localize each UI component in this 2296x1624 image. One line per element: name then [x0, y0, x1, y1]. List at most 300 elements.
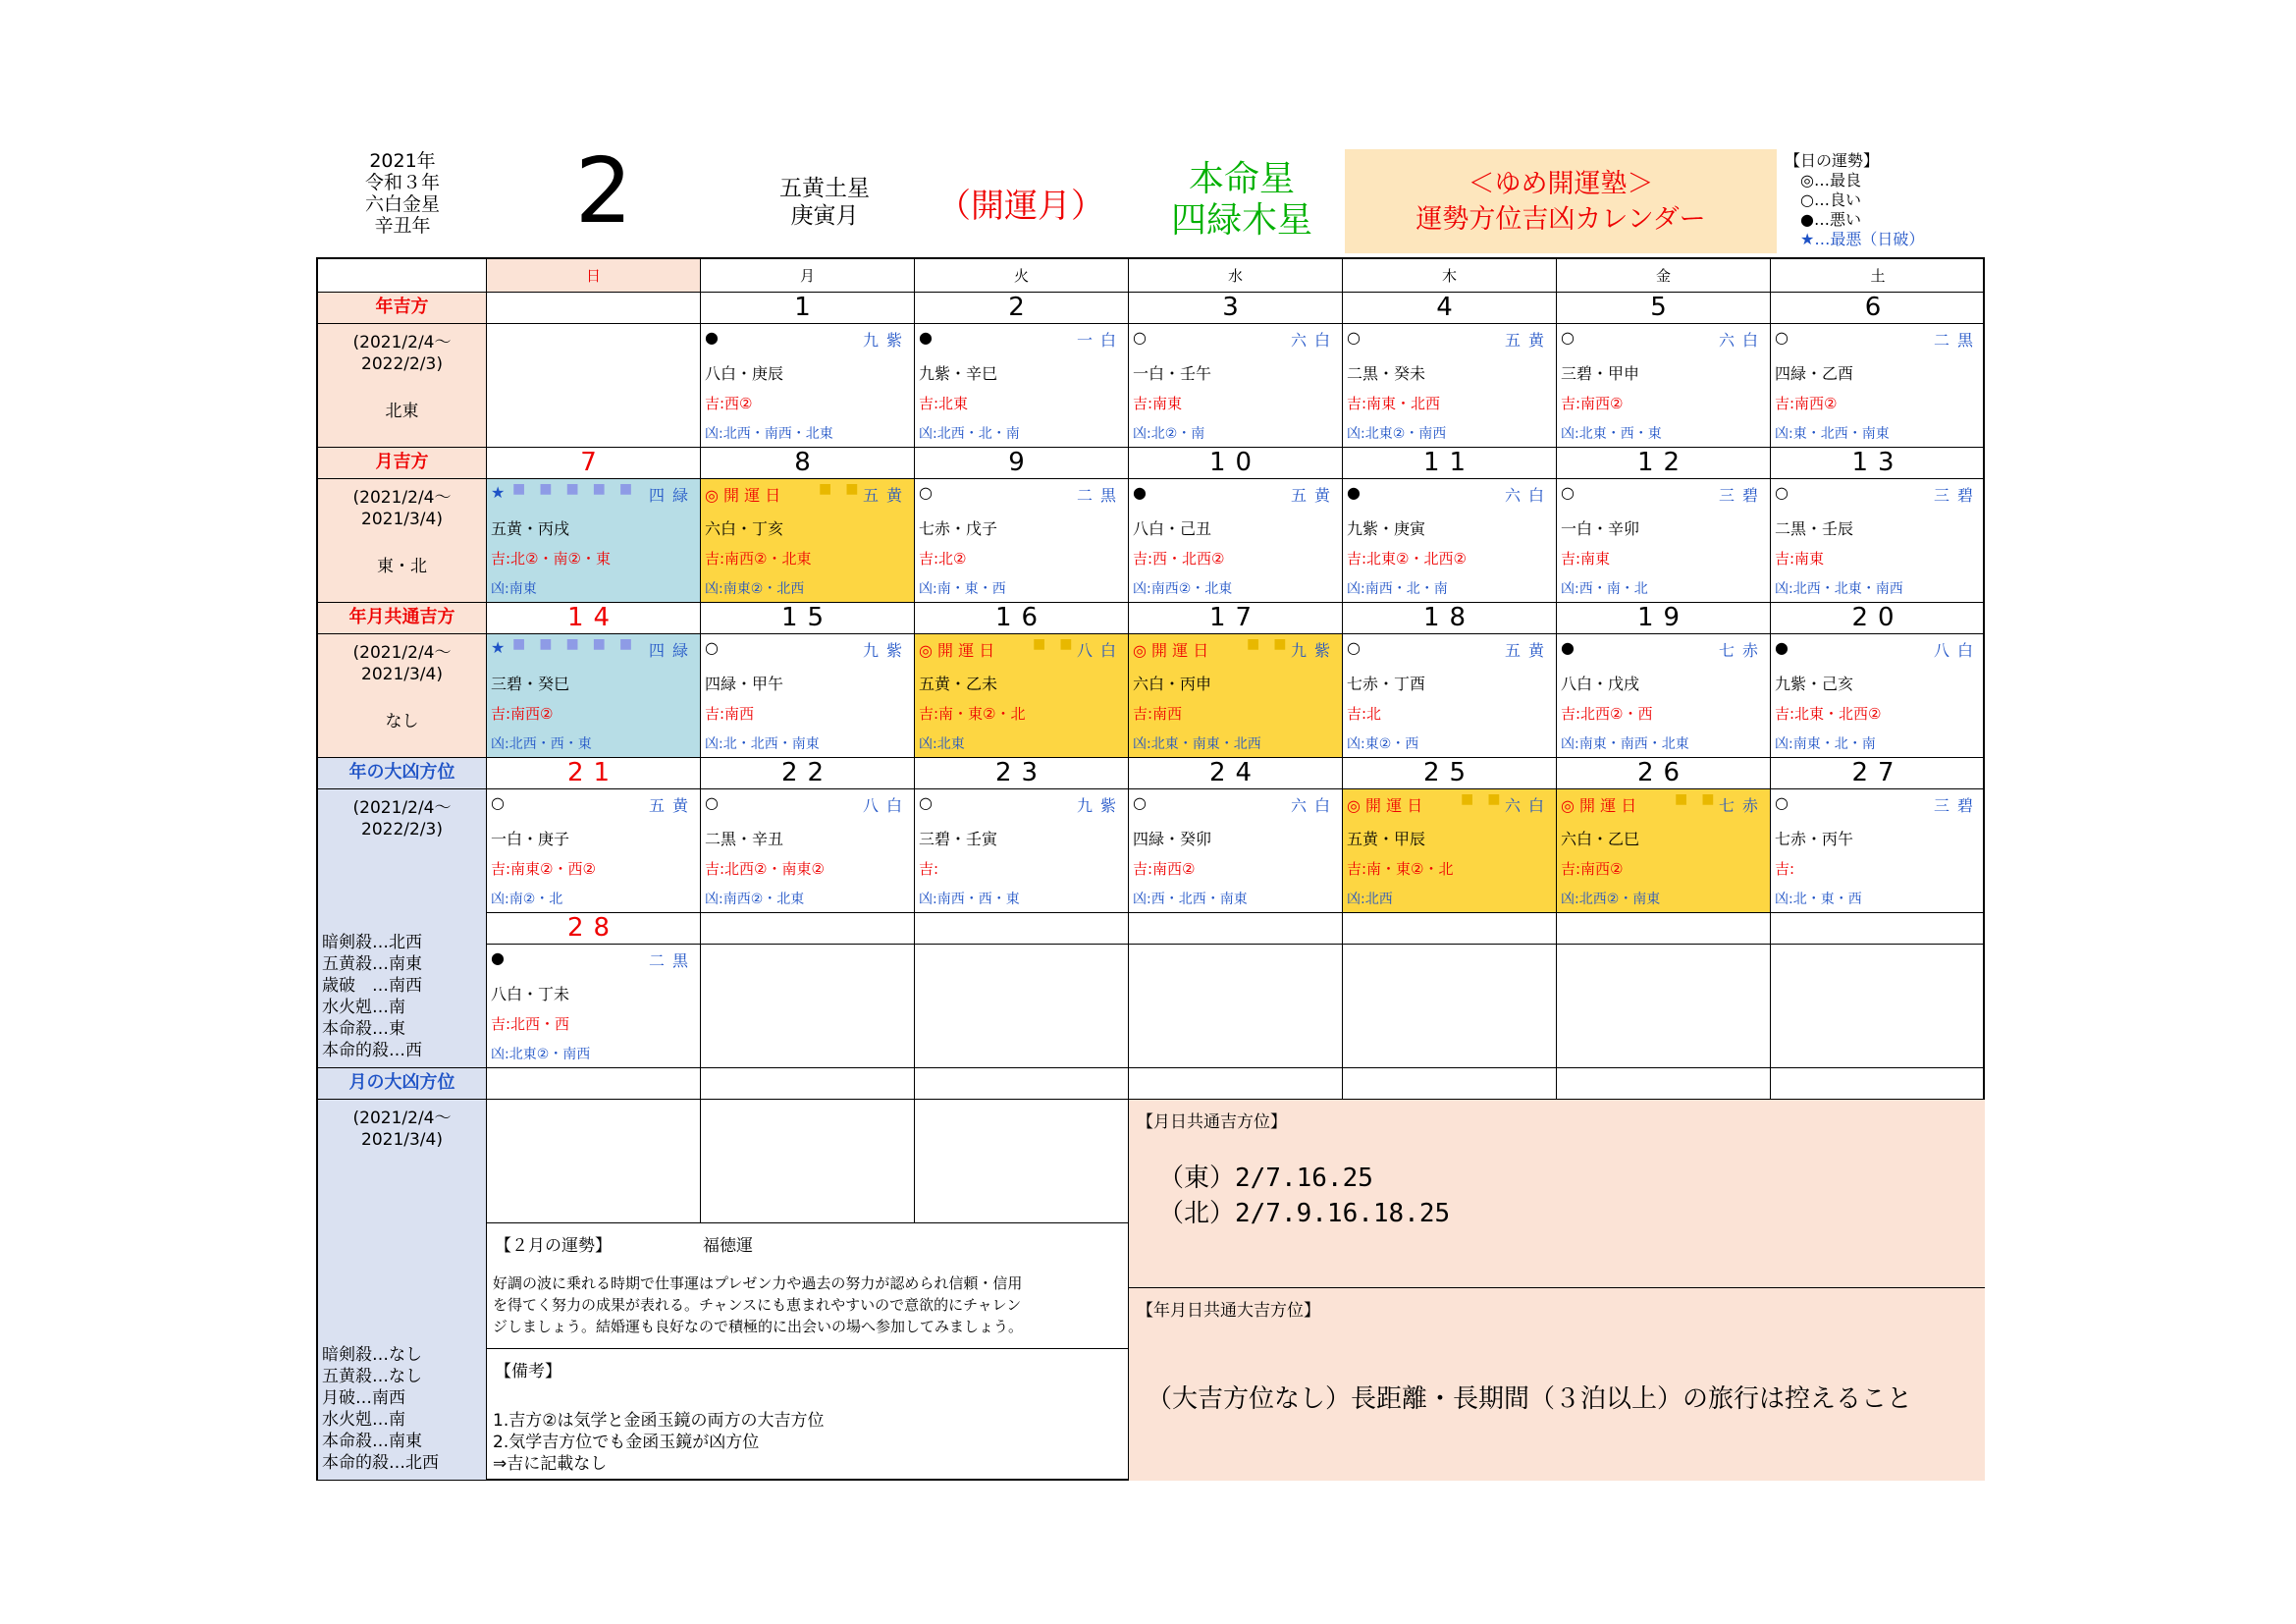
bad-direction-item: 五黄殺…なし [322, 1367, 422, 1386]
good-direction: 吉:北東②・北西② [1347, 550, 1467, 568]
box-title: 【２月の運勢】 [495, 1236, 612, 1256]
day-number: 28 [487, 913, 701, 945]
day-star: 八白 [862, 796, 910, 815]
day-fortune-mark: ○ [705, 793, 719, 812]
bad-direction: 凶:北・東・西 [1775, 892, 1862, 907]
direction: 北東 [385, 402, 419, 421]
day-cell[interactable] [1343, 479, 1557, 603]
year-info [324, 150, 481, 237]
day-fortune-mark: ○ [1775, 793, 1789, 812]
day-number: 26 [1557, 758, 1771, 789]
year-good-title: 年吉方 [318, 293, 487, 324]
lucky-month-label: （開運月） [937, 187, 1104, 226]
year-bad-body [318, 789, 487, 1068]
good-direction: 吉:南西 [1133, 705, 1183, 723]
good-direction: 吉:北東 [919, 395, 969, 412]
common-date-line: （北）2/7.9.16.18.25 [1158, 1199, 1451, 1228]
month-star-line: 五黄土星 [779, 176, 870, 201]
bad-direction: 凶:北・北西・南東 [705, 736, 820, 752]
day-kanshi: 四緑・甲午 [705, 675, 784, 693]
bad-direction-list [322, 1344, 439, 1474]
day-fortune-mark: ○ [1133, 328, 1147, 347]
day-number: 3 [1129, 293, 1343, 324]
day-star: 二黒 [648, 951, 696, 970]
bad-direction: 凶:南西②・北東 [1133, 581, 1233, 597]
common-good-title: 年月共通吉方 [318, 603, 487, 634]
day-cell[interactable] [915, 479, 1129, 603]
day-star: 七赤 [1718, 796, 1766, 815]
period-line: (2021/2/4～ [352, 488, 452, 508]
day-fortune-mark: ○ [1775, 483, 1789, 502]
day-cell [1129, 945, 1343, 1068]
day-fortune-mark: ○ [1347, 638, 1361, 657]
day-fortune-mark: ○ [1775, 328, 1789, 347]
fortune-line: 好調の波に乗れる時期で仕事運はプレゼン力や過去の努力が認められ信頼・信用 [493, 1274, 1023, 1292]
day-cell[interactable] [1771, 634, 1985, 758]
good-direction: 吉:南西②・北東 [705, 550, 812, 568]
day-star: 六白 [1290, 331, 1338, 350]
note-line: 1.吉方②は気学と金函玉鏡の両方の大吉方位 [493, 1411, 825, 1431]
bad-direction: 凶:南東②・北西 [705, 581, 805, 597]
empty-day-number [1129, 1068, 1343, 1100]
empty-day-number [1557, 1068, 1771, 1100]
year-line: 六白金星 [364, 193, 440, 215]
bad-direction-item: 水火剋…南 [322, 998, 405, 1017]
day-cell[interactable] [487, 634, 701, 758]
period [318, 479, 486, 530]
decorative-squares: ■■ [1675, 791, 1729, 807]
day-kanshi: 四緑・癸卯 [1133, 830, 1212, 848]
day-kanshi: 六白・乙巳 [1561, 830, 1640, 848]
day-number: 12 [1557, 448, 1771, 479]
weekday-header: 木 [1343, 259, 1557, 293]
direction: 東・北 [377, 557, 427, 576]
day-star: 九紫 [1290, 641, 1338, 660]
day-cell[interactable] [1129, 479, 1343, 603]
day-star: 六白 [1504, 796, 1552, 815]
empty-day-cell [915, 1100, 1129, 1223]
empty-day-number [1771, 1068, 1985, 1100]
header-corner [318, 259, 487, 293]
period-line: (2021/2/4～ [352, 798, 452, 818]
day-star: 二黒 [1076, 486, 1124, 505]
day-cell [701, 945, 915, 1068]
day-fortune-mark: ○ [1561, 328, 1575, 347]
day-cell[interactable] [1343, 789, 1557, 913]
day-number [1129, 913, 1343, 945]
weekday-header: 水 [1129, 259, 1343, 293]
day-cell[interactable] [701, 479, 915, 603]
bad-direction: 凶:北西・北東・南西 [1775, 581, 1903, 597]
day-star: 九紫 [1076, 796, 1124, 815]
year-line: 2021年 [369, 150, 436, 172]
period-line: 2022/2/3) [361, 354, 443, 374]
day-cell[interactable] [487, 945, 701, 1068]
bad-direction: 凶:南西②・北東 [705, 892, 805, 907]
day-number: 5 [1557, 293, 1771, 324]
common-good-body [318, 634, 487, 758]
day-cell[interactable] [915, 789, 1129, 913]
honmei-star [1139, 159, 1345, 242]
empty-day-number [1343, 1068, 1557, 1100]
day-number: 10 [1129, 448, 1343, 479]
day-cell[interactable] [487, 789, 701, 913]
day-star: 八白 [1076, 641, 1124, 660]
decorative-squares: ■■ [1247, 636, 1301, 652]
bad-direction: 凶:北東②・南西 [1347, 426, 1447, 442]
good-direction: 吉:北西・西 [491, 1015, 570, 1033]
day-kanshi: 六白・丁亥 [705, 519, 784, 538]
day-number: 19 [1557, 603, 1771, 634]
day-cell[interactable] [915, 324, 1129, 448]
day-fortune-mark: ● [1561, 638, 1575, 657]
day-kanshi: 一白・壬午 [1133, 364, 1212, 383]
bad-direction-item: 五黄殺…南東 [322, 954, 422, 974]
day-number: 1 [701, 293, 915, 324]
month-good-body [318, 479, 487, 603]
day-cell[interactable] [1557, 634, 1771, 758]
calendar-grid [316, 257, 1985, 1481]
good-direction: 吉:北② [919, 550, 967, 568]
empty-day-cell [487, 1100, 701, 1223]
day-number [487, 293, 701, 324]
month-bad-title: 月の大凶方位 [318, 1068, 487, 1100]
day-cell [487, 324, 701, 448]
weekday-header: 金 [1557, 259, 1771, 293]
day-kanshi: 二黒・癸未 [1347, 364, 1426, 383]
day-number: 4 [1343, 293, 1557, 324]
decorative-squares: ■■ [1033, 636, 1087, 652]
day-star: 四緑 [648, 641, 696, 660]
day-number: 16 [915, 603, 1129, 634]
day-star: 五黄 [862, 486, 910, 505]
bad-direction-item: 本命殺…東 [322, 1019, 405, 1039]
day-cell[interactable] [1343, 634, 1557, 758]
month-good-title: 月吉方 [318, 448, 487, 479]
day-cell[interactable] [1557, 789, 1771, 913]
day-kanshi: 一白・庚子 [491, 830, 570, 848]
empty-day-number [487, 1068, 701, 1100]
common-ymd-box [1129, 1288, 1985, 1481]
day-cell[interactable] [1771, 789, 1985, 913]
day-cell[interactable] [1129, 789, 1343, 913]
bad-direction: 凶:東②・西 [1347, 736, 1419, 752]
month-star [726, 175, 923, 230]
good-direction: 吉:南西② [1561, 395, 1624, 412]
bad-direction: 凶:南・東・西 [919, 581, 1006, 597]
day-number [915, 913, 1129, 945]
weekday-header: 日 [487, 259, 701, 293]
day-cell[interactable] [701, 789, 915, 913]
fortune-line: を得てく努力の成果が表れる。チャンスにも恵まれやすいので意欲的にチャレン [493, 1296, 1022, 1314]
period-line: 2021/3/4) [361, 510, 443, 529]
day-number: 22 [701, 758, 915, 789]
period-line: (2021/2/4～ [352, 333, 452, 352]
day-cell[interactable] [701, 634, 915, 758]
legend-item: ◎…最良 [1800, 171, 1861, 189]
bad-direction: 凶:北西・北・南 [919, 426, 1020, 442]
common-dates [1158, 1161, 1450, 1231]
year-good-body [318, 324, 487, 448]
good-direction: 吉:南東・北西 [1347, 395, 1441, 412]
bad-direction-list [322, 932, 422, 1061]
day-kanshi: 二黒・壬辰 [1775, 519, 1854, 538]
empty-day-cell [701, 1100, 915, 1223]
day-kanshi: 八白・庚辰 [705, 364, 784, 383]
bad-direction: 凶:南東・南西・北東 [1561, 736, 1689, 752]
box-title: 【月日共通吉方位】 [1137, 1112, 1287, 1132]
empty-day-number [915, 1068, 1129, 1100]
day-number: 9 [915, 448, 1129, 479]
good-direction: 吉:南西② [491, 705, 554, 723]
day-number: 25 [1343, 758, 1557, 789]
day-star: 六白 [1718, 331, 1766, 350]
day-kanshi: 九紫・辛巳 [919, 364, 998, 383]
day-cell [1771, 945, 1985, 1068]
day-number: 7 [487, 448, 701, 479]
legend [1785, 151, 1981, 249]
day-number: 13 [1771, 448, 1985, 479]
day-number: 14 [487, 603, 701, 634]
day-kanshi: 七赤・丁酉 [1347, 675, 1426, 693]
good-direction: 吉:北②・南②・東 [491, 550, 611, 568]
day-fortune-mark: ◎ 開 運 日 [1347, 796, 1423, 815]
month-star-line: 庚寅月 [790, 203, 859, 229]
legend-item: ○…良い [1800, 190, 1861, 209]
notes-box [487, 1349, 1129, 1481]
bad-direction-item: 暗剣殺…なし [322, 1345, 422, 1365]
fortune-text [493, 1272, 1023, 1337]
day-fortune-mark: ● [491, 948, 505, 967]
day-number: 17 [1129, 603, 1343, 634]
common-date-line: （東）2/7.16.25 [1158, 1164, 1373, 1193]
year-bad-title: 年の大凶方位 [318, 758, 487, 789]
day-kanshi: 四緑・乙酉 [1775, 364, 1854, 383]
bad-direction: 凶:北西・南西・北東 [705, 426, 833, 442]
day-kanshi: 二黒・辛丑 [705, 830, 784, 848]
bad-direction: 凶:南②・北 [491, 892, 563, 907]
day-star: 四緑 [648, 486, 696, 505]
day-fortune-mark: ○ [705, 638, 719, 657]
good-direction: 吉:南・東②・北 [919, 705, 1026, 723]
box-title: 【年月日共通大吉方位】 [1137, 1301, 1320, 1321]
good-direction: 吉:南東 [1133, 395, 1183, 412]
day-kanshi: 五黄・甲辰 [1347, 830, 1426, 848]
day-star: 九紫 [862, 331, 910, 350]
day-number: 18 [1343, 603, 1557, 634]
decorative-squares: ■■ [1461, 791, 1515, 807]
day-star: 三碧 [1933, 486, 1981, 505]
day-fortune-mark: ★ [491, 483, 506, 502]
day-number [1771, 913, 1985, 945]
day-fortune-mark: ★ [491, 638, 506, 657]
good-direction: 吉:北東・北西② [1775, 705, 1882, 723]
day-star: 九紫 [862, 641, 910, 660]
note-line: ⇒吉に記載なし [493, 1454, 608, 1474]
empty-day-number [701, 1068, 915, 1100]
bad-direction: 凶:北東 [919, 736, 965, 752]
period [318, 634, 486, 685]
day-fortune-mark: ○ [919, 793, 933, 812]
good-direction: 吉:南東 [1775, 550, 1825, 568]
period [318, 789, 486, 840]
note-line: 2.気学吉方位でも金函玉鏡が凶方位 [493, 1433, 760, 1452]
day-fortune-mark: ○ [1347, 328, 1361, 347]
day-fortune-mark: ○ [1561, 483, 1575, 502]
day-fortune-mark: ● [1347, 483, 1361, 502]
day-cell [915, 945, 1129, 1068]
day-number [1557, 913, 1771, 945]
good-direction: 吉:南西 [705, 705, 755, 723]
day-cell[interactable] [1771, 479, 1985, 603]
day-cell[interactable] [487, 479, 701, 603]
day-number [1343, 913, 1557, 945]
honmei-line: 四緑木星 [1170, 200, 1312, 241]
day-star: 五黄 [1504, 331, 1552, 350]
day-fortune-mark: ◎ 開 運 日 [705, 486, 781, 505]
day-number: 27 [1771, 758, 1985, 789]
day-kanshi: 六白・丙申 [1133, 675, 1212, 693]
day-cell[interactable] [1129, 324, 1343, 448]
bad-direction: 凶:南西・北・南 [1347, 581, 1448, 597]
day-kanshi: 七赤・戊子 [919, 519, 998, 538]
good-direction: 吉: [919, 860, 939, 878]
good-direction: 吉:北西②・西 [1561, 705, 1653, 723]
period [318, 324, 486, 375]
day-star: 三碧 [1933, 796, 1981, 815]
good-direction: 吉:南・東②・北 [1347, 860, 1454, 878]
bad-direction-item: 水火剋…南 [322, 1410, 405, 1430]
day-cell[interactable] [1343, 324, 1557, 448]
month-fortune-box [487, 1223, 1129, 1349]
day-number: 2 [915, 293, 1129, 324]
day-number: 24 [1129, 758, 1343, 789]
day-number: 21 [487, 758, 701, 789]
day-fortune-mark: ● [1775, 638, 1789, 657]
bad-direction: 凶:東・北西・南東 [1775, 426, 1890, 442]
good-direction: 吉:北西②・南東② [705, 860, 825, 878]
notes-list [493, 1410, 824, 1475]
bad-direction-item: 月破…南西 [322, 1388, 405, 1408]
bad-direction: 凶:西・南・北 [1561, 581, 1648, 597]
legend-title: 【日の運勢】 [1785, 151, 1880, 170]
day-star: 六白 [1504, 486, 1552, 505]
day-number: 15 [701, 603, 915, 634]
day-star: 八白 [1933, 641, 1981, 660]
good-direction: 吉:南西② [1775, 395, 1838, 412]
day-cell[interactable] [915, 634, 1129, 758]
day-star: 六白 [1290, 796, 1338, 815]
day-kanshi: 三碧・壬寅 [919, 830, 998, 848]
decorative-squares: ■■ [819, 481, 873, 497]
good-direction: 吉:南東 [1561, 550, 1611, 568]
day-fortune-mark: ○ [919, 483, 933, 502]
day-fortune-mark: ○ [491, 793, 505, 812]
good-direction: 吉:南西② [1133, 860, 1196, 878]
honmei-line: 本命星 [1188, 159, 1295, 199]
day-fortune-mark: ○ [1133, 793, 1147, 812]
day-kanshi: 三碧・癸巳 [491, 675, 570, 693]
good-direction: 吉:南西② [1561, 860, 1624, 878]
direction: なし [385, 712, 419, 731]
month-number: 2 [574, 138, 633, 244]
weekday-header: 月 [701, 259, 915, 293]
bad-direction: 凶:南西・西・東 [919, 892, 1020, 907]
decorative-squares: ■■■■■ [512, 481, 647, 497]
day-cell[interactable] [1557, 479, 1771, 603]
day-cell[interactable] [701, 324, 915, 448]
day-cell[interactable] [1771, 324, 1985, 448]
bad-direction: 凶:北②・南 [1133, 426, 1205, 442]
good-direction: 吉:西② [705, 395, 753, 412]
day-kanshi: 七赤・丙午 [1775, 830, 1854, 848]
bad-direction-item: 歳破 …南西 [322, 976, 422, 996]
day-star: 七赤 [1718, 641, 1766, 660]
banner-line: ＜ゆめ開運塾＞ [1468, 169, 1654, 199]
day-kanshi: 九紫・庚寅 [1347, 519, 1426, 538]
day-cell [1343, 945, 1557, 1068]
good-direction: 吉:北 [1347, 705, 1382, 723]
day-number: 6 [1771, 293, 1985, 324]
bad-direction: 凶:西・北西・南東 [1133, 892, 1248, 907]
weekday-header: 火 [915, 259, 1129, 293]
day-kanshi: 九紫・己亥 [1775, 675, 1854, 693]
legend-item: ●…悪い [1800, 210, 1861, 229]
title-banner [1345, 149, 1777, 253]
bad-direction: 凶:北東・南東・北西 [1133, 736, 1261, 752]
day-number: 8 [701, 448, 915, 479]
day-fortune-mark: ● [919, 328, 933, 347]
day-kanshi: 一白・辛卯 [1561, 519, 1640, 538]
day-cell[interactable] [1557, 324, 1771, 448]
period-line: (2021/2/4～ [352, 1109, 452, 1128]
fortune-line: ジしましょう。結婚運も良好なので積極的に出会いの場へ参加してみましょう。 [493, 1318, 1024, 1335]
day-fortune-mark: ◎ 開 運 日 [1561, 796, 1637, 815]
good-direction: 吉:西・北西② [1133, 550, 1225, 568]
bad-direction: 凶:北東・西・東 [1561, 426, 1662, 442]
fortune-name: 福徳運 [703, 1236, 753, 1256]
year-line: 辛丑年 [374, 215, 431, 237]
day-star: 五黄 [1504, 641, 1552, 660]
bad-direction: 凶:南東 [491, 581, 537, 597]
bad-direction: 凶:北西 [1347, 892, 1393, 907]
year-line: 令和３年 [364, 172, 440, 193]
bad-direction-item: 本命的殺…西 [322, 1041, 422, 1060]
box-title: 【備考】 [495, 1362, 561, 1381]
period-line: 2021/3/4) [361, 1130, 443, 1150]
banner-line: 運勢方位吉凶カレンダー [1415, 204, 1706, 235]
day-fortune-mark: ● [1133, 483, 1147, 502]
period [318, 1100, 486, 1151]
legend-item-worst: ★…最悪（日破） [1800, 230, 1925, 248]
day-kanshi: 五黄・丙戌 [491, 519, 570, 538]
weekday-header: 土 [1771, 259, 1985, 293]
bad-direction-item: 暗剣殺…北西 [322, 933, 422, 952]
common-month-day-box [1129, 1100, 1985, 1288]
day-kanshi: 三碧・甲申 [1561, 364, 1640, 383]
day-kanshi: 八白・丁未 [491, 985, 570, 1003]
common-ymd-text: （大吉方位なし）長距離・長期間（３泊以上）の旅行は控えること [1147, 1384, 1913, 1414]
day-star: 五黄 [648, 796, 696, 815]
day-kanshi: 八白・戊戌 [1561, 675, 1640, 693]
bad-direction: 凶:北西②・南東 [1561, 892, 1661, 907]
good-direction: 吉:南東②・西② [491, 860, 596, 878]
day-star: 五黄 [1290, 486, 1338, 505]
day-number [701, 913, 915, 945]
period-line: (2021/2/4～ [352, 643, 452, 663]
day-number: 23 [915, 758, 1129, 789]
day-cell[interactable] [1129, 634, 1343, 758]
